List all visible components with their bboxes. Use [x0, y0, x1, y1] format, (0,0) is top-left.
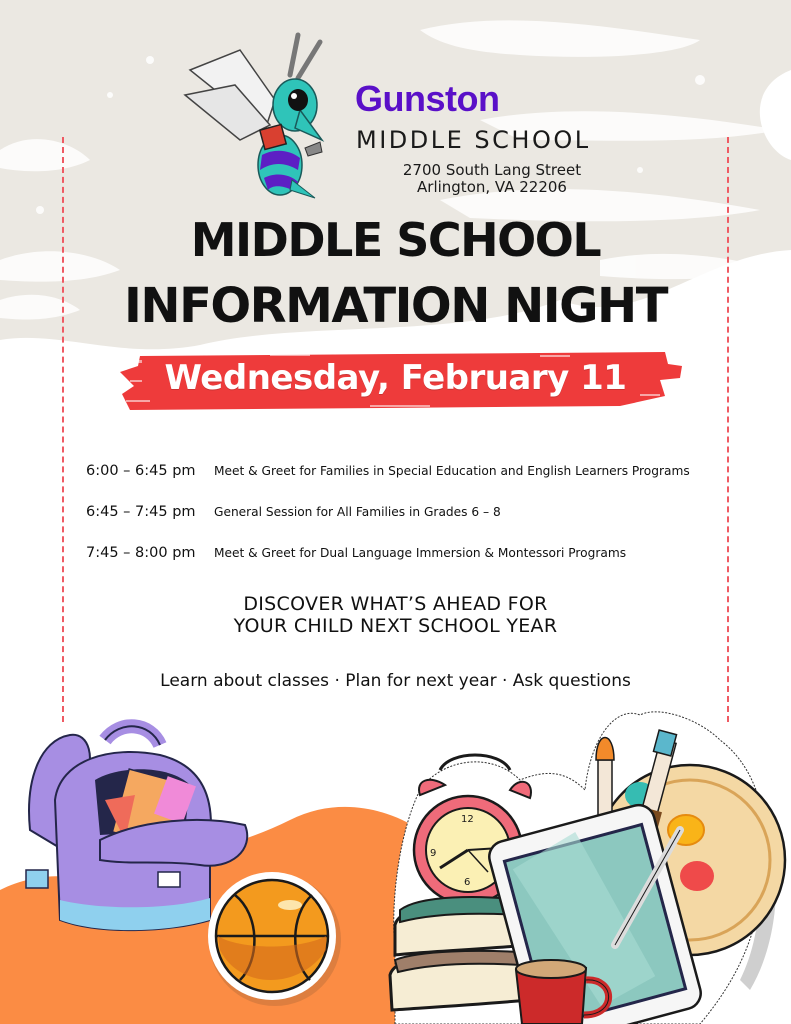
schedule-description: General Session for All Families in Grades 6 – 8: [214, 504, 501, 519]
bottom-illustrations: [0, 700, 791, 1024]
brush-texture-background: [0, 0, 791, 400]
schedule-list: [86, 450, 726, 573]
event-title-line-1: MIDDLE SCHOOL: [190, 213, 601, 267]
school-type: MIDDLE SCHOOL: [356, 126, 591, 154]
discover-heading: [0, 593, 791, 637]
event-title-line-2: INFORMATION NIGHT: [124, 278, 667, 334]
schedule-description: Meet & Greet for Dual Language Immersion & Montessori Programs: [214, 545, 627, 560]
address-line-1: 2700 South Lang Street: [402, 161, 582, 179]
schedule-row: [86, 532, 726, 573]
discover-line-1: DISCOVER WHAT’S AHEAD FOR: [243, 593, 548, 615]
event-date: Wednesday, February 11: [164, 358, 627, 398]
hornet-mascot-icon: [180, 30, 330, 200]
school-address: [370, 162, 614, 196]
discover-line-2: YOUR CHILD NEXT SCHOOL YEAR: [233, 615, 558, 637]
schedule-row: [86, 491, 726, 532]
schedule-time: 6:00 – 6:45 pm: [86, 462, 196, 479]
schedule-row: [86, 450, 726, 491]
schedule-time: 6:45 – 7:45 pm: [86, 503, 196, 520]
schedule-time: 7:45 – 8:00 pm: [86, 544, 196, 561]
school-name: Gunston: [355, 78, 500, 119]
tagline: Learn about classes · Plan for next year · Ask questions: [160, 671, 631, 691]
svg-text:12: 12: [461, 814, 474, 825]
svg-text:9: 9: [430, 848, 437, 859]
svg-text:6: 6: [464, 877, 471, 888]
schedule-description: Meet & Greet for Families in Special Education and English Learners Programs: [214, 463, 690, 478]
address-line-2: Arlington, VA 22206: [417, 178, 567, 196]
